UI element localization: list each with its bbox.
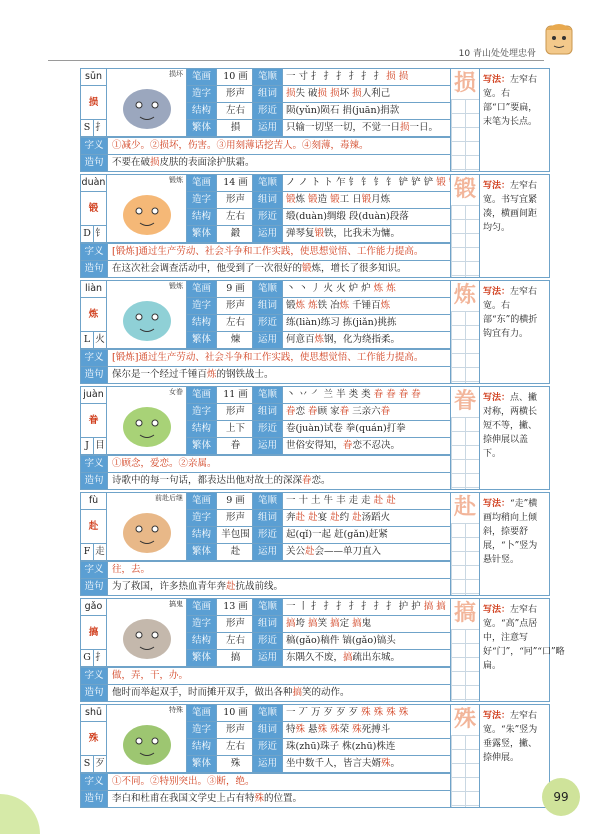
cartoon-icon	[107, 705, 187, 773]
tracing-character: 损	[453, 70, 476, 96]
sentence-row	[81, 472, 451, 489]
character: 眷	[81, 404, 107, 438]
illustration-caption: 前赴后继	[155, 494, 183, 502]
meaning-text: ①顾念，爱恋。②亲属。	[108, 456, 451, 472]
formation-label: 造字	[187, 510, 217, 527]
entry-grid	[81, 705, 451, 773]
structure-value: 左右	[217, 739, 253, 756]
order-label: 笔顺	[253, 705, 283, 722]
structure-value: 左右	[217, 103, 253, 120]
radical-cell	[81, 120, 107, 137]
radical-cell	[81, 650, 107, 667]
radical: 扌	[95, 652, 105, 663]
meaning-label: 字义	[81, 774, 108, 790]
cartoon-icon	[107, 175, 187, 243]
writing-tip: 写法：左窄右宽。书写宜紧凑，横画间距均匀。	[483, 181, 538, 233]
radical: 火	[95, 334, 105, 345]
radical-cell	[81, 544, 107, 561]
writing-tip: 写法：左窄右宽。右部“口”要扁，末笔为长点。	[483, 75, 538, 127]
character-entry	[80, 68, 550, 172]
order-label: 笔顺	[253, 281, 283, 298]
entry-grid	[81, 493, 451, 561]
order-label: 笔顺	[253, 493, 283, 510]
similar-label: 形近	[253, 103, 283, 120]
words-label: 组词	[253, 86, 283, 103]
traditional-label: 繁体	[187, 544, 217, 561]
usage-label: 运用	[253, 226, 283, 243]
mascot-icon	[542, 16, 576, 56]
strokes-value: 11 画	[217, 387, 253, 404]
copy-practice-box	[451, 599, 480, 701]
cartoon-icon	[107, 599, 187, 667]
structure-label: 结构	[187, 315, 217, 332]
tracing-character: 殊	[453, 706, 476, 732]
strokes-label: 笔画	[187, 387, 217, 404]
cartoon-icon	[107, 281, 187, 349]
practice-grid	[451, 311, 479, 383]
sentence-label: 造句	[81, 367, 108, 383]
formation-label: 造字	[187, 616, 217, 633]
strokes-value: 9 画	[217, 281, 253, 298]
usage-value: 何意百炼钢，化为绕指柔。	[283, 332, 451, 349]
sentence-text: 在这次社会调查活动中，他受到了一次很好的锻炼，增长了很多知识。	[108, 261, 451, 277]
traditional-label: 繁体	[187, 756, 217, 773]
usage-label: 运用	[253, 438, 283, 455]
illustration	[107, 387, 187, 455]
formation-label: 造字	[187, 192, 217, 209]
writing-tip: 写法：点、撇对称，两横长短不等，撇、捺伸展以盖下。	[483, 393, 538, 459]
words-label: 组词	[253, 616, 283, 633]
index-letter: J	[81, 438, 94, 454]
sentence-row	[81, 578, 451, 595]
usage-value: 关公赴会——单刀直入	[283, 544, 451, 561]
similar-value: 起(qǐ)一起 赶(gǎn)赶紧	[283, 527, 451, 544]
meaning-label: 字义	[81, 350, 108, 366]
radical: 钅	[95, 228, 105, 239]
words-label: 组词	[253, 404, 283, 421]
sentence-row	[81, 366, 451, 383]
index-letter: F	[81, 544, 94, 560]
words-value: 搞垮 搞笑 搞定 搞鬼	[283, 616, 451, 633]
meaning-text: [锻炼]通过生产劳动、社会斗争和工作实践，使思想觉悟、工作能力提高。	[108, 244, 451, 260]
character-entry	[80, 492, 550, 596]
traditional-label: 繁体	[187, 438, 217, 455]
writing-tip-label: 写法：	[483, 393, 511, 403]
illustration	[107, 493, 187, 561]
sentence-row	[81, 260, 451, 277]
writing-tip-label: 写法：	[483, 605, 511, 615]
strokes-value: 10 画	[217, 705, 253, 722]
structure-label: 结构	[187, 421, 217, 438]
character-entry	[80, 598, 565, 702]
index-letter: D	[81, 226, 94, 242]
structure-value: 左右	[217, 633, 253, 650]
radical: 歹	[95, 758, 105, 769]
similar-label: 形近	[253, 209, 283, 226]
formation-value: 形声	[217, 616, 253, 633]
index-letter: L	[81, 332, 94, 348]
character-entry	[80, 174, 550, 278]
formation-value: 形声	[217, 298, 253, 315]
traditional-value: 損	[217, 120, 253, 137]
illustration	[107, 281, 187, 349]
illustration-caption: 损坏	[169, 70, 183, 78]
writing-tip: 写法：左窄右宽。“高”点居中，注意写好“门”，“冋”“口”略扁。	[483, 605, 565, 671]
pinyin: shū	[81, 705, 107, 722]
meaning-text: 往，去。	[108, 562, 451, 578]
cartoon-icon	[107, 387, 187, 455]
words-value: 奔赴 赴宴 赴约 赴汤蹈火	[283, 510, 451, 527]
formation-value: 形声	[217, 722, 253, 739]
practice-grid	[451, 205, 479, 277]
traditional-label: 繁体	[187, 226, 217, 243]
illustration-caption: 女眷	[169, 388, 183, 396]
character-entry	[80, 280, 550, 384]
strokes-label: 笔画	[187, 493, 217, 510]
traditional-value: 殊	[217, 756, 253, 773]
strokes-value: 10 画	[217, 69, 253, 86]
character: 赴	[81, 510, 107, 544]
usage-value: 只输一切坚一切，不觉一日损一日。	[283, 120, 451, 137]
similar-value: 缎(duàn)绸缎 段(duàn)段落	[283, 209, 451, 226]
meaning-label: 字义	[81, 668, 108, 684]
writing-tip-label: 写法：	[483, 181, 511, 191]
words-label: 组词	[253, 722, 283, 739]
sentence-label: 造句	[81, 791, 108, 807]
pinyin: sǔn	[81, 69, 107, 86]
order-value: ノ ノ ト ト 乍 钅 钅 钅 钅 铲 铲 铲 锻	[283, 175, 451, 192]
structure-value: 左右	[217, 315, 253, 332]
pinyin: gǎo	[81, 599, 107, 616]
meaning-row	[81, 349, 451, 366]
corner-decoration	[0, 794, 40, 834]
words-label: 组词	[253, 510, 283, 527]
words-label: 组词	[253, 192, 283, 209]
character: 损	[81, 86, 107, 120]
sentence-row	[81, 684, 451, 701]
sentence-row	[81, 790, 451, 807]
similar-label: 形近	[253, 421, 283, 438]
meaning-row	[81, 455, 451, 472]
similar-value: 珠(zhū)珠子 株(zhū)株连	[283, 739, 451, 756]
structure-label: 结构	[187, 103, 217, 120]
illustration	[107, 69, 187, 137]
writing-tip-label: 写法：	[483, 711, 511, 721]
pinyin: liàn	[81, 281, 107, 298]
formation-value: 形声	[217, 86, 253, 103]
writing-tip-label: 写法：	[483, 75, 511, 85]
order-value: 丶 丷 ㇒ 兰 半 类 类 眷 眷 眷 眷	[283, 387, 451, 404]
cartoon-icon	[107, 493, 187, 561]
similar-label: 形近	[253, 633, 283, 650]
structure-label: 结构	[187, 527, 217, 544]
meaning-label: 字义	[81, 456, 108, 472]
tracing-character: 眷	[453, 388, 476, 414]
radical: 目	[95, 440, 105, 451]
page-number: 99	[542, 778, 580, 816]
formation-value: 形声	[217, 192, 253, 209]
character-entry	[80, 386, 550, 490]
header-divider	[48, 60, 544, 61]
tracing-character: 赴	[453, 494, 476, 520]
sentence-text: 李白和杜甫在我国文学史上占有特殊的位置。	[108, 791, 451, 807]
entry-grid	[81, 69, 451, 137]
usage-value: 弹琴复锻铁，比我未为慵。	[283, 226, 451, 243]
structure-label: 结构	[187, 739, 217, 756]
order-value: 一 寸 扌 扌 扌 扌 扌 扌 损 损	[283, 69, 451, 86]
order-label: 笔顺	[253, 387, 283, 404]
words-value: 特殊 悬殊 殊荣 殊死搏斗	[283, 722, 451, 739]
copy-practice-box	[451, 705, 480, 807]
formation-value: 形声	[217, 404, 253, 421]
formation-label: 造字	[187, 298, 217, 315]
meaning-row	[81, 667, 451, 684]
usage-value: 东隅久不废，搞疏出东城。	[283, 650, 451, 667]
illustration	[107, 175, 187, 243]
copy-practice-box	[451, 69, 480, 171]
writing-tip: 写法：“走”横画均稍向上倾斜，捺要舒展，“卜”竖为悬针竖。	[483, 499, 538, 565]
practice-grid	[451, 735, 479, 807]
words-value: 眷恋 眷顾 家眷 三亲六眷	[283, 404, 451, 421]
sentence-label: 造句	[81, 155, 108, 171]
order-value: 一 丆 万 歹 歹 歹 殊 殊 殊 殊	[283, 705, 451, 722]
illustration-caption: 特殊	[169, 706, 183, 714]
sentence-text: 他时而举起双手，时而摊开双手，做出各种搞笑的动作。	[108, 685, 451, 701]
pinyin: fù	[81, 493, 107, 510]
sentence-label: 造句	[81, 261, 108, 277]
similar-value: 稿(gǎo)稿件 镐(gǎo)镐头	[283, 633, 451, 650]
meaning-text: [锻炼]通过生产劳动、社会斗争和工作实践，使思想觉悟、工作能力提高。	[108, 350, 451, 366]
traditional-value: 赴	[217, 544, 253, 561]
radical-cell	[81, 438, 107, 455]
character: 搞	[81, 616, 107, 650]
words-label: 组词	[253, 298, 283, 315]
radical-cell	[81, 332, 107, 349]
meaning-row	[81, 243, 451, 260]
meaning-text: ①不同。②特别突出。③断，绝。	[108, 774, 451, 790]
entry-grid	[81, 175, 451, 243]
strokes-label: 笔画	[187, 705, 217, 722]
illustration-caption: 锻炼	[169, 282, 183, 290]
entry-grid	[81, 281, 451, 349]
similar-value: 卷(juàn)试卷 拳(quán)打拳	[283, 421, 451, 438]
copy-practice-box	[451, 387, 480, 489]
cartoon-icon	[107, 69, 187, 137]
copy-practice-box	[451, 493, 480, 595]
meaning-row	[81, 773, 451, 790]
illustration	[107, 705, 187, 773]
tracing-character: 搞	[453, 600, 476, 626]
copy-practice-box	[451, 281, 480, 383]
usage-label: 运用	[253, 756, 283, 773]
similar-label: 形近	[253, 739, 283, 756]
illustration-caption: 搞鬼	[169, 600, 183, 608]
usage-value: 坐中数千人，皆言夫婿殊。	[283, 756, 451, 773]
similar-value: 陨(yǔn)陨石 捐(juān)捐款	[283, 103, 451, 120]
index-letter: S	[81, 120, 94, 136]
radical-cell	[81, 756, 107, 773]
sentence-row	[81, 154, 451, 171]
character: 殊	[81, 722, 107, 756]
character-entry	[80, 704, 550, 808]
index-letter: G	[81, 650, 94, 666]
character: 炼	[81, 298, 107, 332]
sentence-label: 造句	[81, 685, 108, 701]
meaning-row	[81, 137, 451, 154]
words-value: 损失 破损 损坏 损人利己	[283, 86, 451, 103]
practice-grid	[451, 417, 479, 489]
traditional-label: 繁体	[187, 120, 217, 137]
index-letter: S	[81, 756, 94, 772]
traditional-value: 鍛	[217, 226, 253, 243]
radical: 扌	[95, 122, 105, 133]
order-label: 笔顺	[253, 599, 283, 616]
formation-label: 造字	[187, 86, 217, 103]
meaning-text: ①减少。②损坏，伤害。③用刻薄话挖苦人。④刻薄，毒辣。	[108, 138, 451, 154]
traditional-value: 眷	[217, 438, 253, 455]
sentence-text: 为了救国，许多热血青年奔赴抗战前线。	[108, 579, 451, 595]
tracing-character: 炼	[453, 282, 476, 308]
sentence-text: 保尔是一个经过千锤百炼的钢铁战士。	[108, 367, 451, 383]
sentence-text: 不要在破损皮肤的表面涂护肤霜。	[108, 155, 451, 171]
order-value: 丶 丶 丿 火 火 炉 炉 炼 炼	[283, 281, 451, 298]
similar-label: 形近	[253, 315, 283, 332]
meaning-text: 做，弄，干，办。	[108, 668, 451, 684]
words-value: 锻炼 炼铁 冶炼 千锤百炼	[283, 298, 451, 315]
traditional-value: 煉	[217, 332, 253, 349]
words-value: 锻炼 锻造 锻工 日锻月炼	[283, 192, 451, 209]
sentence-text: 诗歌中的每一句话，都表达出他对故土的深深眷恋。	[108, 473, 451, 489]
structure-value: 半包围	[217, 527, 253, 544]
structure-label: 结构	[187, 209, 217, 226]
similar-label: 形近	[253, 527, 283, 544]
meaning-label: 字义	[81, 244, 108, 260]
character: 锻	[81, 192, 107, 226]
pinyin: duàn	[81, 175, 107, 192]
usage-label: 运用	[253, 120, 283, 137]
formation-value: 形声	[217, 510, 253, 527]
strokes-label: 笔画	[187, 175, 217, 192]
traditional-label: 繁体	[187, 650, 217, 667]
usage-label: 运用	[253, 332, 283, 349]
sentence-label: 造句	[81, 579, 108, 595]
writing-tip: 写法：左窄右宽。右部“东”的横折钩宜有力。	[483, 287, 538, 339]
practice-grid	[451, 629, 479, 701]
usage-label: 运用	[253, 650, 283, 667]
writing-tip-label: 写法：	[483, 287, 511, 297]
traditional-value: 搞	[217, 650, 253, 667]
order-value: 一 丨 扌 扌 扌 扌 扌 扌 扌 护 护 搞 搞	[283, 599, 451, 616]
structure-label: 结构	[187, 633, 217, 650]
tracing-character: 锻	[453, 176, 476, 202]
illustration	[107, 599, 187, 667]
strokes-value: 13 画	[217, 599, 253, 616]
order-label: 笔顺	[253, 69, 283, 86]
entry-grid	[81, 599, 451, 667]
structure-value: 左右	[217, 209, 253, 226]
strokes-value: 9 画	[217, 493, 253, 510]
header-title: 10 青山处处埋忠骨	[458, 49, 536, 59]
practice-grid	[451, 523, 479, 595]
strokes-label: 笔画	[187, 281, 217, 298]
meaning-row	[81, 561, 451, 578]
pinyin: juàn	[81, 387, 107, 404]
writing-tip-label: 写法：	[483, 499, 511, 509]
entry-grid	[81, 387, 451, 455]
copy-practice-box	[451, 175, 480, 277]
sentence-label: 造句	[81, 473, 108, 489]
meaning-label: 字义	[81, 562, 108, 578]
formation-label: 造字	[187, 404, 217, 421]
practice-grid	[451, 99, 479, 171]
order-value: 一 十 土 牛 丰 走 走 赴 赴	[283, 493, 451, 510]
strokes-label: 笔画	[187, 69, 217, 86]
radical-cell	[81, 226, 107, 243]
writing-tip: 写法：左窄右宽。“朱”竖为垂露竖，撇、捺伸展。	[483, 711, 538, 763]
order-label: 笔顺	[253, 175, 283, 192]
strokes-label: 笔画	[187, 599, 217, 616]
radical: 走	[95, 546, 105, 557]
illustration-caption: 锻炼	[169, 176, 183, 184]
structure-value: 上下	[217, 421, 253, 438]
usage-label: 运用	[253, 544, 283, 561]
strokes-value: 14 画	[217, 175, 253, 192]
formation-label: 造字	[187, 722, 217, 739]
traditional-label: 繁体	[187, 332, 217, 349]
meaning-label: 字义	[81, 138, 108, 154]
usage-value: 世俗安得知，眷恋不忍决。	[283, 438, 451, 455]
similar-value: 练(liàn)练习 拣(jiǎn)挑拣	[283, 315, 451, 332]
